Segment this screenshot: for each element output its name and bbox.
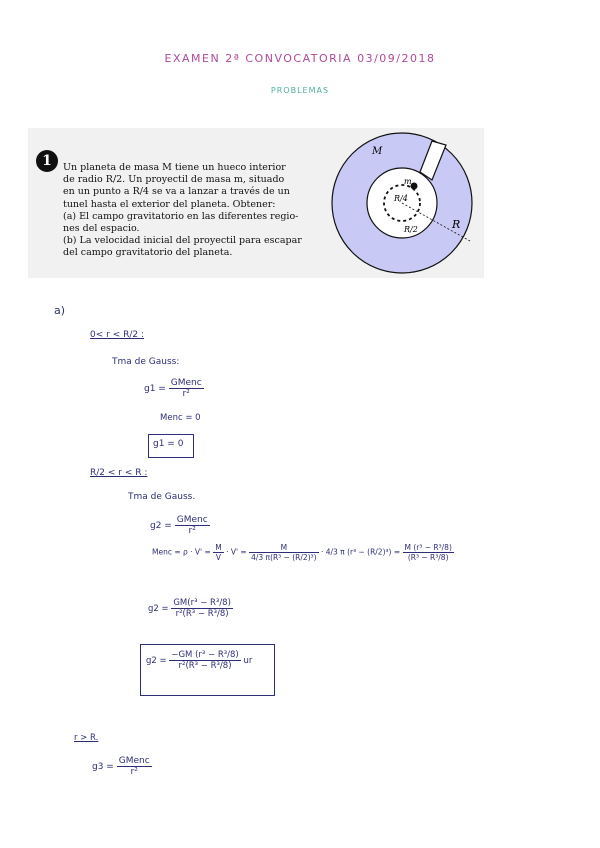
menc-mid: · V' =: [226, 547, 247, 557]
label-m: m: [404, 177, 412, 186]
g3-denominator: r²: [130, 767, 138, 777]
exam-title: EXAMEN 2ª CONVOCATORIA 03/09/2018: [164, 52, 436, 65]
menc-frac-2-den: 4/3 π(R³ − (R/2)³): [251, 553, 317, 562]
region2-theorem: Tma de Gauss.: [128, 492, 196, 502]
label-r4: R/4: [394, 194, 408, 203]
problem-number: 1: [36, 150, 58, 172]
g2-numerator: GMenc: [176, 515, 208, 525]
region2-g-formula: [150, 515, 210, 536]
region3-g-formula: [92, 756, 152, 777]
problem-line: tunel hasta el exterior del planeta. Obtener:: [63, 198, 276, 210]
g2-final-fraction: [171, 598, 233, 619]
planet-diagram: [322, 128, 484, 278]
problem-text: [63, 162, 302, 260]
region1-menc: Menc = 0: [160, 413, 201, 423]
g1-numerator: GMenc: [170, 378, 202, 388]
region2-vector-result: [146, 650, 252, 671]
menc-frac-1-num: M: [215, 543, 222, 552]
region2-condition: R/2 < r < R :: [90, 468, 148, 478]
region3-condition: r > R.: [74, 733, 99, 743]
g2-vector-den: r²(R³ − R³/8): [178, 661, 232, 671]
g1-lhs: g1 =: [144, 384, 166, 394]
g2-vector-lhs: g2 =: [146, 656, 167, 666]
region1-result: g1 = 0: [153, 439, 184, 449]
menc-lhs: Menc = ρ · V' =: [152, 547, 211, 557]
problem-line: Un planeta de masa M tiene un hueco interior: [63, 162, 286, 173]
g3-fraction: [117, 756, 152, 777]
g3-lhs: g3 =: [92, 762, 114, 772]
menc-frac-4-den: (R³ − R³/8): [407, 553, 449, 562]
g3-numerator: GMenc: [118, 756, 150, 766]
region1-condition: 0< r < R/2 :: [90, 330, 144, 340]
menc-frac-1-den: V: [215, 553, 221, 562]
problem-line: (b) La velocidad inicial del proyectil para escapar: [63, 235, 302, 247]
label-M: M: [372, 146, 383, 157]
problem-line: de radio R/2. Un proyectil de masa m, situado: [63, 174, 285, 186]
g2-vector-fraction: [169, 650, 240, 671]
g2-final-lhs: g2 =: [148, 604, 169, 614]
menc-frac-4-num: M (r³ − R³/8): [404, 543, 452, 552]
problem-line: nes del espacio.: [63, 223, 140, 235]
label-R: R: [452, 218, 461, 231]
part-a-label: a): [54, 304, 66, 317]
g2-final-num: GM(r³ − R³/8): [173, 598, 231, 608]
unit-vector: ur: [243, 656, 253, 666]
menc-derivation: [152, 543, 454, 562]
g2-lhs: g2 =: [150, 521, 172, 531]
label-r2: R/2: [404, 225, 418, 234]
region1-theorem: Tma de Gauss:: [112, 357, 180, 367]
menc-frac-1: [213, 543, 223, 562]
problem-line: del campo gravitatorio del planeta.: [63, 247, 233, 259]
g2-fraction: [175, 515, 210, 536]
g2-denominator: r²: [188, 526, 196, 536]
menc-frac-2-num: M: [249, 543, 318, 553]
menc-frac-4: [403, 543, 454, 562]
problem-line: (a) El campo gravitatorio en las diferentes regio-: [63, 210, 299, 222]
problem-line: en un punto a R/4 se va a lanzar a través de un: [63, 186, 290, 198]
g1-denominator: r²: [182, 389, 190, 399]
section-subtitle: PROBLEMAS: [270, 86, 330, 95]
menc-frac-2: [249, 543, 318, 562]
menc-factor: · 4/3 π (r³ − (R/2)³) =: [320, 547, 401, 557]
g2-final-den: r²(R³ − R³/8): [175, 609, 229, 619]
region2-g-final: [148, 598, 233, 619]
region1-g-formula: [144, 378, 204, 399]
g1-fraction: [169, 378, 204, 399]
g2-vector-num: −GM (r³ − R³/8): [171, 650, 239, 660]
